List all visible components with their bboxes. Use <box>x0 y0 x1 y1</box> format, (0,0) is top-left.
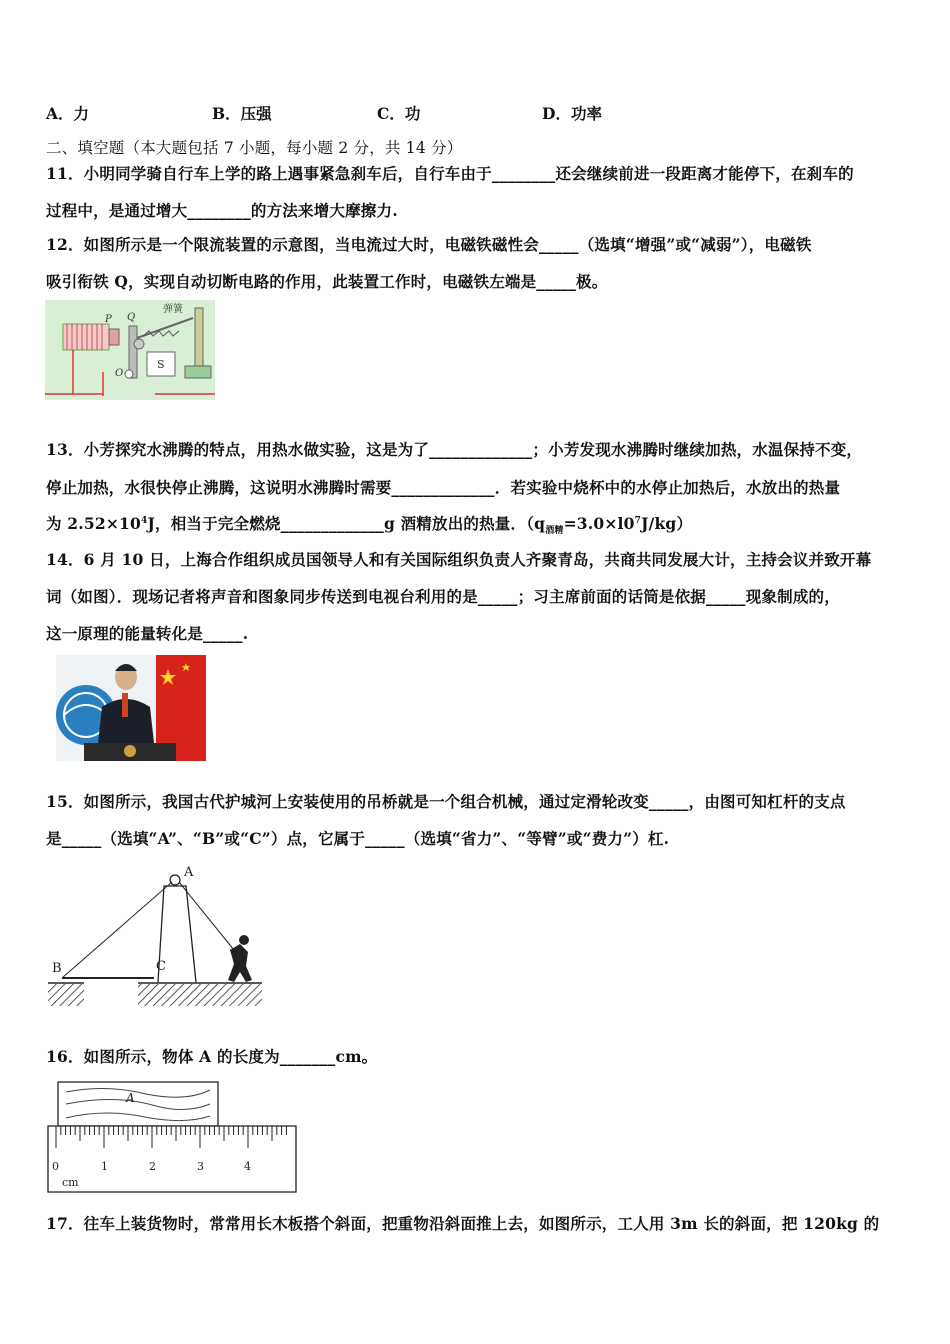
option-b: B．压强 <box>212 104 272 123</box>
q14-line1: 14．6 月 10 日，上海合作组织成员国领导人和有关国际组织负责人齐聚青岛，共商共同发展大计，主持会议并致开幕 <box>46 550 872 569</box>
tick-label-0: 0 <box>52 1160 59 1173</box>
label-s: S <box>157 358 165 371</box>
tick-label-1: 1 <box>101 1160 108 1173</box>
ruler-unit: cm <box>62 1176 79 1189</box>
q11-line1: 11．小明同学骑自行车上学的路上遇事紧急刹车后，自行车由于________还会继续前进一段距离才能停下，在刹车的 <box>46 164 854 183</box>
q15-line1: 15．如图所示，我国古代护城河上安装使用的吊桥就是一个组合机械，通过定滑轮改变_____，由图可知杠杆的支点 <box>46 792 846 811</box>
q14-line2: 词（如图）．现场记者将声音和图象同步传送到电视台利用的是_____；习主席前面的话筒是依据_____现象制成的， <box>46 587 840 606</box>
q13-line1: 13．小芳探究水沸腾的特点，用热水做实验，这是为了_____________；小芳发现水沸腾时继续加热，水温保持不变， <box>46 440 863 459</box>
label-b: B <box>52 961 62 976</box>
q15-line2: 是_____（选填“A”、“B”或“C”）点，它属于_____（选填“省力”、“等臂”或“费力”）杠. <box>46 829 670 848</box>
object-a-label: A <box>126 1091 135 1105</box>
q12-line2: 吸引衔铁 Q，实现自动切断电路的作用，此装置工作时，电磁铁左端是_____极。 <box>46 272 608 291</box>
q13-sub: 酒精 <box>545 526 564 537</box>
label-c: C <box>156 959 166 974</box>
current-limiter-figure <box>45 300 215 400</box>
q13-l3a: 为 2.52×10 <box>46 514 142 533</box>
q13-l3c: =3.0×l0 <box>563 514 635 533</box>
q13-line3 <box>46 512 692 536</box>
q13-l3b: J，相当于完全燃烧_____________g 酒精放出的热量．（q <box>147 514 546 533</box>
label-o: O <box>115 368 124 379</box>
q11-line2: 过程中，是通过增大________的方法来增大摩擦力. <box>46 201 398 220</box>
q13-sup2: 7 <box>634 515 642 526</box>
label-q: Q <box>127 312 136 323</box>
q17-line1: 17．往车上装货物时，常常用长木板搭个斜面，把重物沿斜面推上去，如图所示，工人用 3m 长的斜面，把 120kg 的 <box>46 1214 880 1233</box>
option-c: C．功 <box>377 104 421 123</box>
tick-label-4: 4 <box>244 1160 251 1173</box>
tick-label-3: 3 <box>197 1160 204 1173</box>
option-d: D．功率 <box>542 104 602 123</box>
section-heading: 二、填空题（本大题包括 7 小题，每小题 2 分，共 14 分） <box>46 139 463 157</box>
label-spring: 弹簧 <box>163 304 183 315</box>
q13-l3d: J/kg） <box>641 514 693 533</box>
q12-line1: 12．如图所示是一个限流装置的示意图，当电流过大时，电磁铁磁性会_____（选填“增强”或“减弱”），电磁铁 <box>46 235 812 254</box>
option-a: A．力 <box>46 104 90 123</box>
label-a: A <box>184 865 194 880</box>
q14-line3: 这一原理的能量转化是_____. <box>46 624 249 643</box>
q16-line1: 16．如图所示，物体 A 的长度为_______cm。 <box>46 1047 378 1066</box>
q13-sup: 4 <box>141 515 148 526</box>
tick-label-2: 2 <box>149 1160 156 1173</box>
speech-photo <box>56 655 206 761</box>
drawbridge-figure <box>46 858 268 1014</box>
q13-line2: 停止加热，水很快停止沸腾，这说明水沸腾时需要_____________．若实验中烧杯中的水停止加热后，水放出的热量 <box>46 478 841 497</box>
ruler-figure <box>46 1080 298 1196</box>
label-p: P <box>105 314 112 325</box>
